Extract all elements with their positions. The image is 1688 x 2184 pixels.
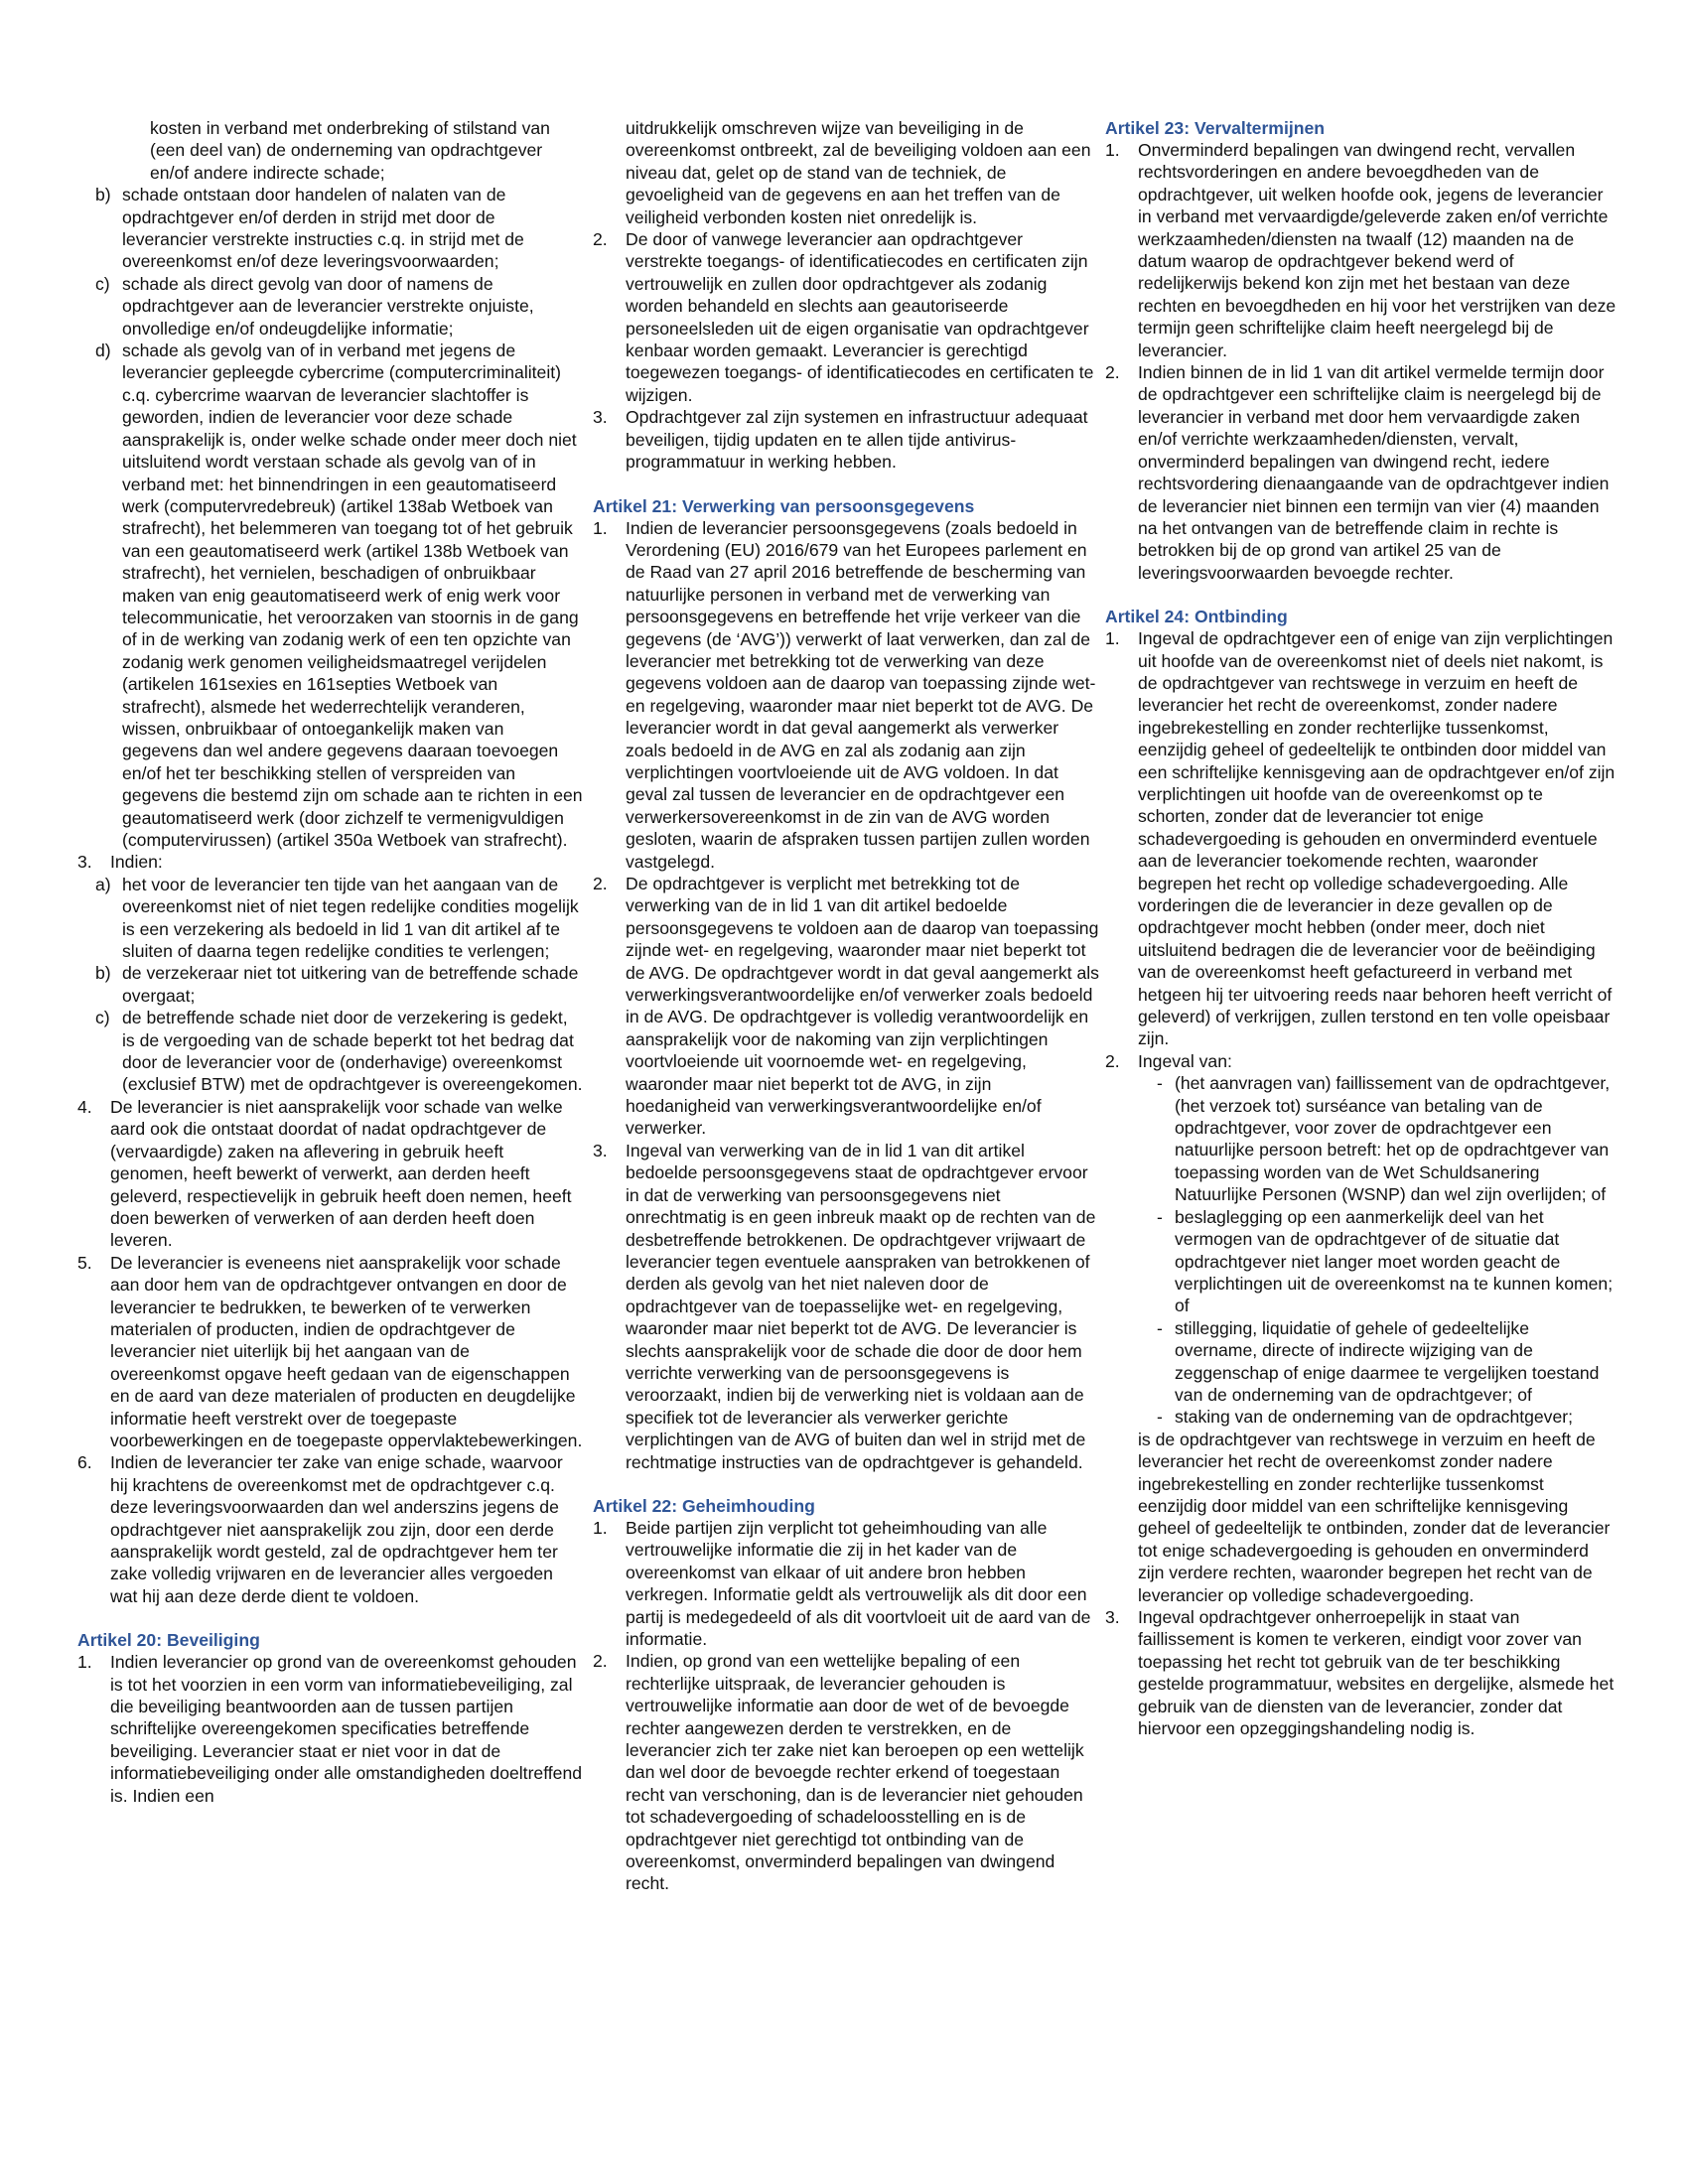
- clause-item: [593, 1517, 1099, 1650]
- sub-item: [77, 340, 584, 851]
- clause-text: Opdrachtgever zal zijn systemen en infrastructuur adequaat beveiligen, tijdig updaten en te allen tijde antivirus-programmatuur in werking hebben.: [626, 407, 1088, 473]
- clause-item: [1105, 139, 1617, 361]
- article-21: [593, 495, 1099, 1473]
- clause-number: 2.: [593, 1651, 608, 1672]
- clause-19-items-4-6: [77, 1096, 584, 1607]
- clause-text: Indien, op grond van een wettelijke bepaling of een rechterlijke uitspraak, de leverancier gehouden is vertrouwelijke informatie aan door de wet of de bevoegde rechter aangewezen derden te verstrekken, en de leverancier zich ter zake niet kan beroepen op een wettelijk dan wel door de bevoegde rechter erkend of toegestaan recht van verschoning, dan is de leverancier niet gehouden tot schadevergoeding of schadeloosstelling en is de opdrachtgever niet gerechtigd tot ontbinding van de overeenkomst, onverminderd bepalingen van dwingend recht.: [626, 1651, 1084, 1894]
- dash-bullet: -: [1157, 1206, 1163, 1227]
- dash-bullet: -: [1157, 1317, 1163, 1338]
- clause-number: 1.: [77, 1652, 92, 1673]
- sub-item-text: de betreffende schade niet door de verzekering is gedekt, is de vergoeding van de schade beperkt tot het bedrag dat door de leverancier voor de (onderhavige) overeenkomst (exclusief BTW) met de opdrachtgever is overeengekomen.: [122, 1008, 583, 1095]
- clause-number: 3.: [77, 852, 92, 873]
- sub-item: [77, 184, 584, 273]
- clause-number: 4.: [77, 1096, 92, 1117]
- sub-item: [77, 874, 584, 963]
- sub-item-label: d): [95, 341, 111, 361]
- clause-item: [1105, 1050, 1617, 1072]
- article-23: [1105, 117, 1617, 584]
- article-20-continued: [593, 117, 1099, 474]
- clause-item: [1105, 1606, 1617, 1739]
- clause-number: 6.: [77, 1452, 92, 1473]
- sub-item-text: de verzekeraar niet tot uitkering van de betreffende schade overgaat;: [122, 963, 579, 1006]
- article-22: [593, 1495, 1099, 1895]
- sub-item-label: b): [95, 185, 111, 205]
- sub-item: [77, 962, 584, 1007]
- clause-item: [77, 1651, 584, 1807]
- clause-text: Indien binnen de in lid 1 van dit artikel vermelde termijn door de opdrachtgever een schriftelijke claim is neergelegd bij de leverancier in verband met door hem vervaardigde zaken en/of verrichte werkzaamheden/diensten, vervalt, onverminderd bepalingen van dwingend recht, iedere rechtsvordering dienaangaande van de opdrachtgever indien de leverancier niet binnen een termijn van vier (4) maanden na het ontvangen van de betreffende claim in rechte is betrokken bij de op grond van artikel 25 van de leveringsvoorwaarden bevoegde rechter.: [1138, 362, 1610, 583]
- column-left: [77, 117, 584, 1807]
- sub-item-text: het voor de leverancier ten tijde van het aangaan van de overeenkomst niet of niet tegen redelijke condities mogelijk is een verzekering als bedoeld in lid 1 van dit artikel af te sluiten of daarna tegen redelijke condities te verlengen;: [122, 874, 579, 962]
- sub-item-text: schade als direct gevolg van door of namens de opdrachtgever aan de leverancier verstrekte onjuiste, onvolledige en/of ondeugdelijke informatie;: [122, 273, 534, 339]
- dash-item: [1105, 1406, 1617, 1428]
- clause-number: 1.: [593, 517, 608, 538]
- clause-19-2a-continuation: kosten in verband met onderbreking of stilstand van (een deel van) de onderneming van opdrachtgever en/of andere indirecte schade;: [150, 118, 550, 183]
- article-heading: Artikel 20: Beveiliging: [77, 1630, 260, 1651]
- clause-text: Onverminderd bepalingen van dwingend recht, vervallen rechtsvorderingen en andere bevoegdheden van de opdrachtgever, uit welken hoofde ook, jegens de leverancier in verband met vervaardigde/geleverde zaken en/of verrichte werkzaamheden/diensten na twaalf (12) maanden na de datum waarop de opdrachtgever bekend werd of redelijkerwijs bekend kon zijn met het bestaan van deze rechten en bevoegdheden en hij voor het verstrijken van deze termijn geen schriftelijke claim heeft neergelegd bij de leverancier.: [1138, 140, 1617, 360]
- dash-item: [1105, 1072, 1617, 1205]
- sub-item-label: c): [95, 1008, 110, 1028]
- clause-text: De leverancier is eveneens niet aansprakelijk voor schade aan door hem van de opdrachtgever ontvangen en door de leverancier te bedrukken, te bewerken of te verwerken materialen of producten, indien de opdrachtgever de leverancier niet uiterlijk bij het aangaan van de overeenkomst opgave heeft gedaan van de eigenschappen en de aard van deze materialen of producten en deugdelijke informatie heeft verstrekt over de toegepaste voorbewerkingen en de toegepaste oppervlaktebewerkingen.: [110, 1252, 583, 1450]
- clause-text: Ingeval opdrachtgever onherroepelijk in staat van faillissement is komen te verkeren, eindigt voor zover van toepassing het recht tot gebruik van de ter beschikking gestelde programmatuur, websites en dergelijke, alsmede het gebruik van de diensten van de leverancier, zonder dat hiervoor een opzeggingshandeling nodig is.: [1138, 1607, 1615, 1739]
- clause-number: 3.: [1105, 1607, 1120, 1627]
- clause-item: [77, 1252, 584, 1452]
- clause-continuation: uitdrukkelijk omschreven wijze van beveiliging in de overeenkomst ontbreekt, zal de beveiliging voldoen aan een niveau dat, gelet op de stand van de techniek, de gevoeligheid van de gegevens en aan het treffen van de veiligheid verbonden kosten niet onredelijk is.: [626, 118, 1091, 227]
- sub-item-label: a): [95, 874, 111, 894]
- clause-continuation: is de opdrachtgever van rechtswege in verzuim en heeft de leverancier het recht de overeenkomst zonder nadere ingebrekestelling en zonder rechterlijke tussenkomst eenzijdig door middel van een schriftelijke kennisgeving geheel of gedeeltelijk te ontbinden, zonder dat de leverancier tot enige schadevergoeding is gehouden en onverminderd zijn verdere rechten, waaronder begrepen het recht van de leverancier op volledige schadevergoeding.: [1138, 1429, 1611, 1605]
- column-middle: [593, 117, 1099, 1895]
- clause-text: Ingeval van:: [1138, 1050, 1232, 1071]
- column-right: [1105, 117, 1617, 1739]
- dash-item-text: staking van de onderneming van de opdrachtgever;: [1175, 1407, 1574, 1428]
- clause-19-3-subitems: [77, 874, 584, 1096]
- dash-item-text: beslaglegging op een aanmerkelijk deel van het vermogen van de opdrachtgever of de situatie dat opdrachtgever niet langer moet worden geacht de verplichtingen uit de overeenkomst na te kunnen komen; of: [1175, 1206, 1614, 1316]
- article-20: [77, 1629, 584, 1807]
- dash-item-text: stillegging, liquidatie of gehele of gedeeltelijke overname, directe of indirecte wijziging van de zeggenschap of enige daarmee te vergelijken toestand van de onderneming van de opdrachtgever; of: [1175, 1317, 1600, 1405]
- clause-number: 5.: [77, 1252, 92, 1273]
- dash-list: [1105, 1072, 1617, 1429]
- sub-item: [77, 1007, 584, 1096]
- clause-text: De door of vanwege leverancier aan opdrachtgever verstrekte toegangs- of identificatiecodes en certificaten zijn vertrouwelijk en zullen door opdrachtgever als zodanig worden behandeld en slechts aan geautoriseerde personeelsleden uit de eigen organisatie van opdrachtgever kenbaar worden gemaakt. Leverancier is gerechtigd toegewezen toegangs- of identificatiecodes en certificaten te wijzigen.: [626, 229, 1094, 405]
- article-heading: Artikel 23: Vervaltermijnen: [1105, 118, 1326, 138]
- clause-item: [77, 851, 584, 873]
- dash-bullet: -: [1157, 1407, 1163, 1428]
- clause-text: De opdrachtgever is verplicht met betrekking tot de verwerking van de in lid 1 van dit artikel bedoelde persoonsgegevens te voldoen aan de daarop van toepassing zijnde wet- en regelgeving, waaronder maar niet beperkt tot de AVG. De opdrachtgever wordt in dat geval aangemerkt als verwerkingsverantwoordelijke en/of verwerker zoals bedoeld in de AVG. De opdrachtgever is volledig verantwoordelijk en aansprakelijk voor de nakoming van zijn verplichtingen voortvloeiende uit voornoemde wet- en regelgeving, waaronder maar niet beperkt tot de AVG, in zijn hoedanigheid van verwerkingsverantwoordelijke en/of verwerker.: [626, 874, 1099, 1139]
- clause-text: Indien:: [110, 852, 163, 873]
- sub-item-text: schade als gevolg van of in verband met jegens de leverancier gepleegde cybercrime (computercriminaliteit) c.q. cybercrime waarvan de leverancier slachtoffer is geworden, indien de leverancier voor deze schade aansprakelijk is, onder welke schade onder meer doch niet uitsluitend wordt verstaan schade als gevolg van of in verband met: het binnendringen in een geautomatiseerd werk (computervredebreuk) (artikel 138ab Wetboek van strafrecht), het belemmeren van toegang tot of het gebruik van een geautomatiseerd werk (artikel 138b Wetboek van strafrecht), het vernielen, beschadigen of onbruikbaar maken van enig geautomatiseerd werk of enig werk voor telecommunicatie, het veroorzaken van stoornis in de gang of in de werking van zodanig werk of een ten opzichte van zodanig werk genomen veiligheidsmaatregel verijdelen (artikelen 161sexies en 161septies Wetboek van strafrecht), alsmede het wederrechtelijk veranderen, wissen, onbruikbaar of ontoegankelijk maken van gegevens dan wel andere gegevens daaraan toevoegen en/of het ter beschikking stellen of verspreiden van gegevens die bestemd zijn om schade aan te richten in een geautomatiseerd werk (door zichzelf te vermenigvuldigen (computervirussen) (artikel 350a Wetboek van strafrecht).: [122, 341, 583, 850]
- clause-number: 1.: [593, 1517, 608, 1538]
- clause-text: Beide partijen zijn verplicht tot geheimhouding van alle vertrouwelijke informatie die zij in het kader van de overeenkomst van elkaar of uit andere bron hebben verkregen. Informatie geldt als vertrouwelijk als dit door een partij is medegedeeld of als dit voortvloeit uit de aard van de informatie.: [626, 1517, 1091, 1649]
- sub-item-label: c): [95, 273, 110, 294]
- clause-item: [593, 228, 1099, 406]
- sub-item-label: b): [95, 963, 111, 984]
- sub-item-text: schade ontstaan door handelen of nalaten van de opdrachtgever en/of derden in strijd met door de leverancier verstrekte instructies c.q. in strijd met de overeenkomst en/of deze leveringsvoorwaarden;: [122, 185, 524, 272]
- dash-bullet: -: [1157, 1073, 1163, 1094]
- clause-text: Ingeval van verwerking van de in lid 1 van dit artikel bedoelde persoonsgegevens staat de opdrachtgever ervoor in dat de verwerking van persoonsgegevens niet onrechtmatig is en geen inbreuk maakt op de rechten van de desbetreffende betrokkenen. De opdrachtgever vrijwaart de leverancier tegen eventuele aanspraken van betrokkenen of derden als gevolg van het niet naleven door de opdrachtgever van de toepasselijke wet- en regelgeving, waaronder maar niet beperkt tot de AVG. De leverancier is slechts aansprakelijk voor de schade die door de door hem verrichte verwerking van de persoonsgegevens is veroorzaakt, indien bij de verwerking niet is voldaan aan de specifiek tot de leverancier als verwerker gerichte verplichtingen van de AVG of buiten dan wel in strijd met de rechtmatige instructies van de opdrachtgever is gehandeld.: [626, 1140, 1096, 1472]
- clause-text: Indien de leverancier ter zake van enige schade, waarvoor hij krachtens de overeenkomst met de opdrachtgever c.q. deze leveringsvoorwaarden dan wel anderszins jegens de opdrachtgever niet aansprakelijk zou zijn, door een derde aansprakelijk wordt gesteld, zal de opdrachtgever hem ter zake volledig vrijwaren en de leverancier alles vergoeden wat hij aan deze derde dient te voldoen.: [110, 1452, 563, 1606]
- clause-item: [1105, 361, 1617, 584]
- dash-item: [1105, 1317, 1617, 1407]
- clause-item: [77, 1096, 584, 1252]
- dash-item: [1105, 1206, 1617, 1317]
- article-heading: Artikel 21: Verwerking van persoonsgegevens: [593, 495, 975, 516]
- clause-number: 1.: [1105, 140, 1120, 160]
- clause-text: De leverancier is niet aansprakelijk voor schade van welke aard ook die ontstaat doordat of nadat opdrachtgever de (vervaardigde) zaken na aflevering in gebruik heeft genomen, heeft bewerkt of verwerkt, aan derden heeft geleverd, respectievelijk in gebruik heeft doen nemen, heeft doen bewerken of verwerken of aan derden heeft doen leveren.: [110, 1096, 572, 1251]
- clause-number: 3.: [593, 407, 608, 428]
- clause-text: Ingeval de opdrachtgever een of enige van zijn verplichtingen uit hoofde van de overeenkomst niet of deels niet nakomt, is de opdrachtgever van rechtswege in verzuim en heeft de leverancier het recht de overeenkomst, zonder nadere ingebrekestelling en zonder rechterlijke tussenkomst, eenzijdig geheel of gedeeltelijk te ontbinden door middel van een schriftelijke kennisgeving aan de opdrachtgever en/of zijn verplichtingen uit hoofde van de overeenkomst op te schorten, zonder dat de leverancier tot enige schadevergoeding is gehouden en onverminderd eventuele aan de leverancier toekomende rechten, waaronder begrepen het recht op volledige schadevergoeding. Alle vorderingen die de leverancier in deze gevallen op de opdrachtgever mocht hebben (onder meer, doch niet uitsluitend bedragen die de leverancier voor de beëindiging van de overeenkomst heeft gefactureerd in verband met hetgeen hij ter uitvoering reeds naar behoren heeft verricht of geleverd) of verkrijgen, zullen terstond en ten volle opeisbaar zijn.: [1138, 628, 1616, 1049]
- clause-number: 3.: [593, 1140, 608, 1160]
- clause-number: 2.: [1105, 362, 1120, 383]
- clause-number: 1.: [1105, 628, 1120, 649]
- dash-item-text: (het aanvragen van) faillissement van de opdrachtgever, (het verzoek tot) surséance van betaling van de opdrachtgever, voor zover de opdrachtgever een natuurlijke persoon betreft: het op de opdrachtgever van toepassing worden van de Wet Schuldsanering Natuurlijke Personen (WSNP) dan wel zijn overlijden; of: [1175, 1073, 1611, 1205]
- article-heading: Artikel 22: Geheimhouding: [593, 1495, 815, 1516]
- clause-text: Indien leverancier op grond van de overeenkomst gehouden is tot het voorzien in een vorm van informatiebeveiliging, zal die beveiliging beantwoorden aan de tussen partijen schriftelijke overeengekomen specificaties betreffende beveiliging. Leverancier staat er niet voor in dat de informatiebeveiliging onder alle omstandigheden doeltreffend is. Indien een: [110, 1652, 583, 1806]
- clause-item: [1105, 627, 1617, 1050]
- clause-item: [593, 1140, 1099, 1473]
- clause-item: [593, 873, 1099, 1140]
- clause-number: 2.: [593, 229, 608, 250]
- sub-item: [77, 273, 584, 340]
- clause-item: [593, 406, 1099, 473]
- clause-text: Indien de leverancier persoonsgegevens (zoals bedoeld in Verordening (EU) 2016/679 van het Europees parlement en de Raad van 27 april 2016 betreffende de bescherming van natuurlijke personen in verband met de verwerking van persoonsgegevens en betreffende het vrije verkeer van die gegevens (de ‘AVG’)) verwerkt of laat verwerken, dan zal de leverancier met betrekking tot de verwerking van deze gegevens voldoen aan de daarop van toepassing zijnde wet- en regelgeving, waaronder maar niet beperkt tot de AVG. De leverancier wordt in dat geval aangemerkt als verwerker zoals bedoeld in de AVG en zal als zodanig aan zijn verplichtingen voortvloeiende uit de AVG voldoen. In dat geval zal tussen de leverancier en de opdrachtgever een verwerkersovereenkomst in de zin van de AVG worden gesloten, waarin de afspraken tussen partijen zullen worden vastgelegd.: [626, 517, 1096, 872]
- article-heading: Artikel 24: Ontbinding: [1105, 607, 1288, 627]
- clause-item: [593, 517, 1099, 874]
- article-24: [1105, 606, 1617, 1739]
- clause-number: 2.: [1105, 1050, 1120, 1071]
- clause-19-2-subitems: [77, 184, 584, 851]
- clause-item: [593, 1650, 1099, 1894]
- clause-item: [77, 1451, 584, 1607]
- clause-number: 2.: [593, 874, 608, 893]
